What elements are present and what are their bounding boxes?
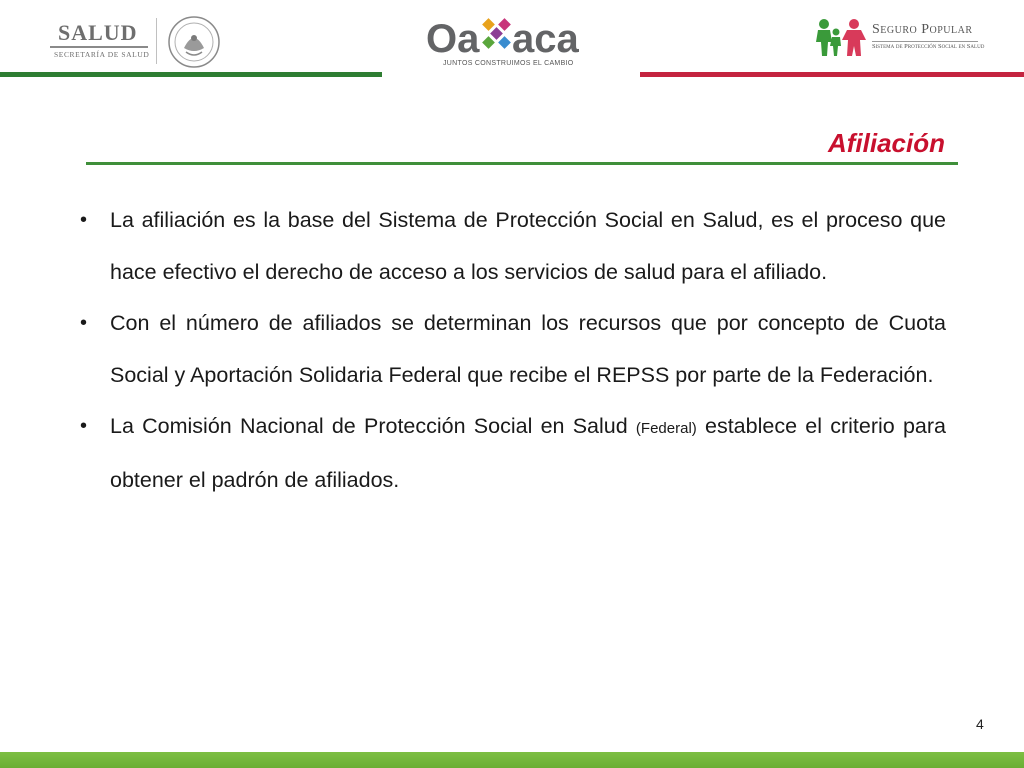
oaxaca-wordmark-icon: [426, 14, 596, 58]
bullet-dot-icon: •: [80, 312, 88, 334]
bullet-item: [80, 195, 946, 298]
page-number: 4: [976, 716, 984, 732]
bullet-text: La afiliación es la base del Sistema de Protección Social en Salud, es el proceso que hace efectivo el derecho de acceso a los servicios de salud para el afiliado.: [110, 208, 946, 284]
header-green-bar: [0, 72, 382, 77]
bullet-item: [80, 298, 946, 401]
seguro-popular-subtitle: Sistema de Protección Social en Salud: [872, 43, 985, 50]
bullet-dot-icon: •: [80, 209, 88, 231]
bullet-text-federal: (Federal): [635, 420, 697, 437]
people-figures-icon: [814, 18, 868, 58]
oaxaca-logo: [426, 14, 596, 72]
svg-text:Oa: Oa: [426, 17, 480, 58]
mexican-seal-icon: [166, 14, 222, 70]
header-red-bar: [640, 72, 1024, 77]
salud-logo-rule: [50, 46, 148, 48]
salud-logo: [40, 14, 230, 70]
oaxaca-tagline: JUNTOS CONSTRUIMOS EL CAMBIO: [443, 60, 574, 67]
salud-logo-divider: [156, 18, 157, 64]
bullet-item: [80, 401, 946, 506]
seguro-popular-logo: [814, 18, 994, 62]
bullet-dot-icon: •: [80, 415, 88, 437]
salud-logo-subtitle: SECRETARÍA DE SALUD: [54, 50, 150, 59]
salud-logo-title: SALUD: [58, 20, 138, 45]
title-underline: [86, 162, 958, 165]
slide-title: Afiliación: [827, 128, 945, 158]
footer-bar: [0, 752, 1024, 768]
svg-text:aca: aca: [512, 17, 579, 58]
bullet-text-start: La Comisión Nacional de Protección Social en Salud: [110, 414, 636, 438]
seguro-popular-rule: [872, 41, 978, 42]
bullet-list: [80, 195, 946, 506]
bullet-text: Con el número de afiliados se determinan los recursos que por concepto de Cuota Social y Aportación Solidaria Federal que recibe el REPSS por parte de la Federación.: [110, 311, 946, 387]
seguro-popular-title: Seguro Popular: [872, 22, 973, 37]
bullet-text-end: establece el criterio para obtener el padrón de afiliados.: [110, 414, 946, 492]
